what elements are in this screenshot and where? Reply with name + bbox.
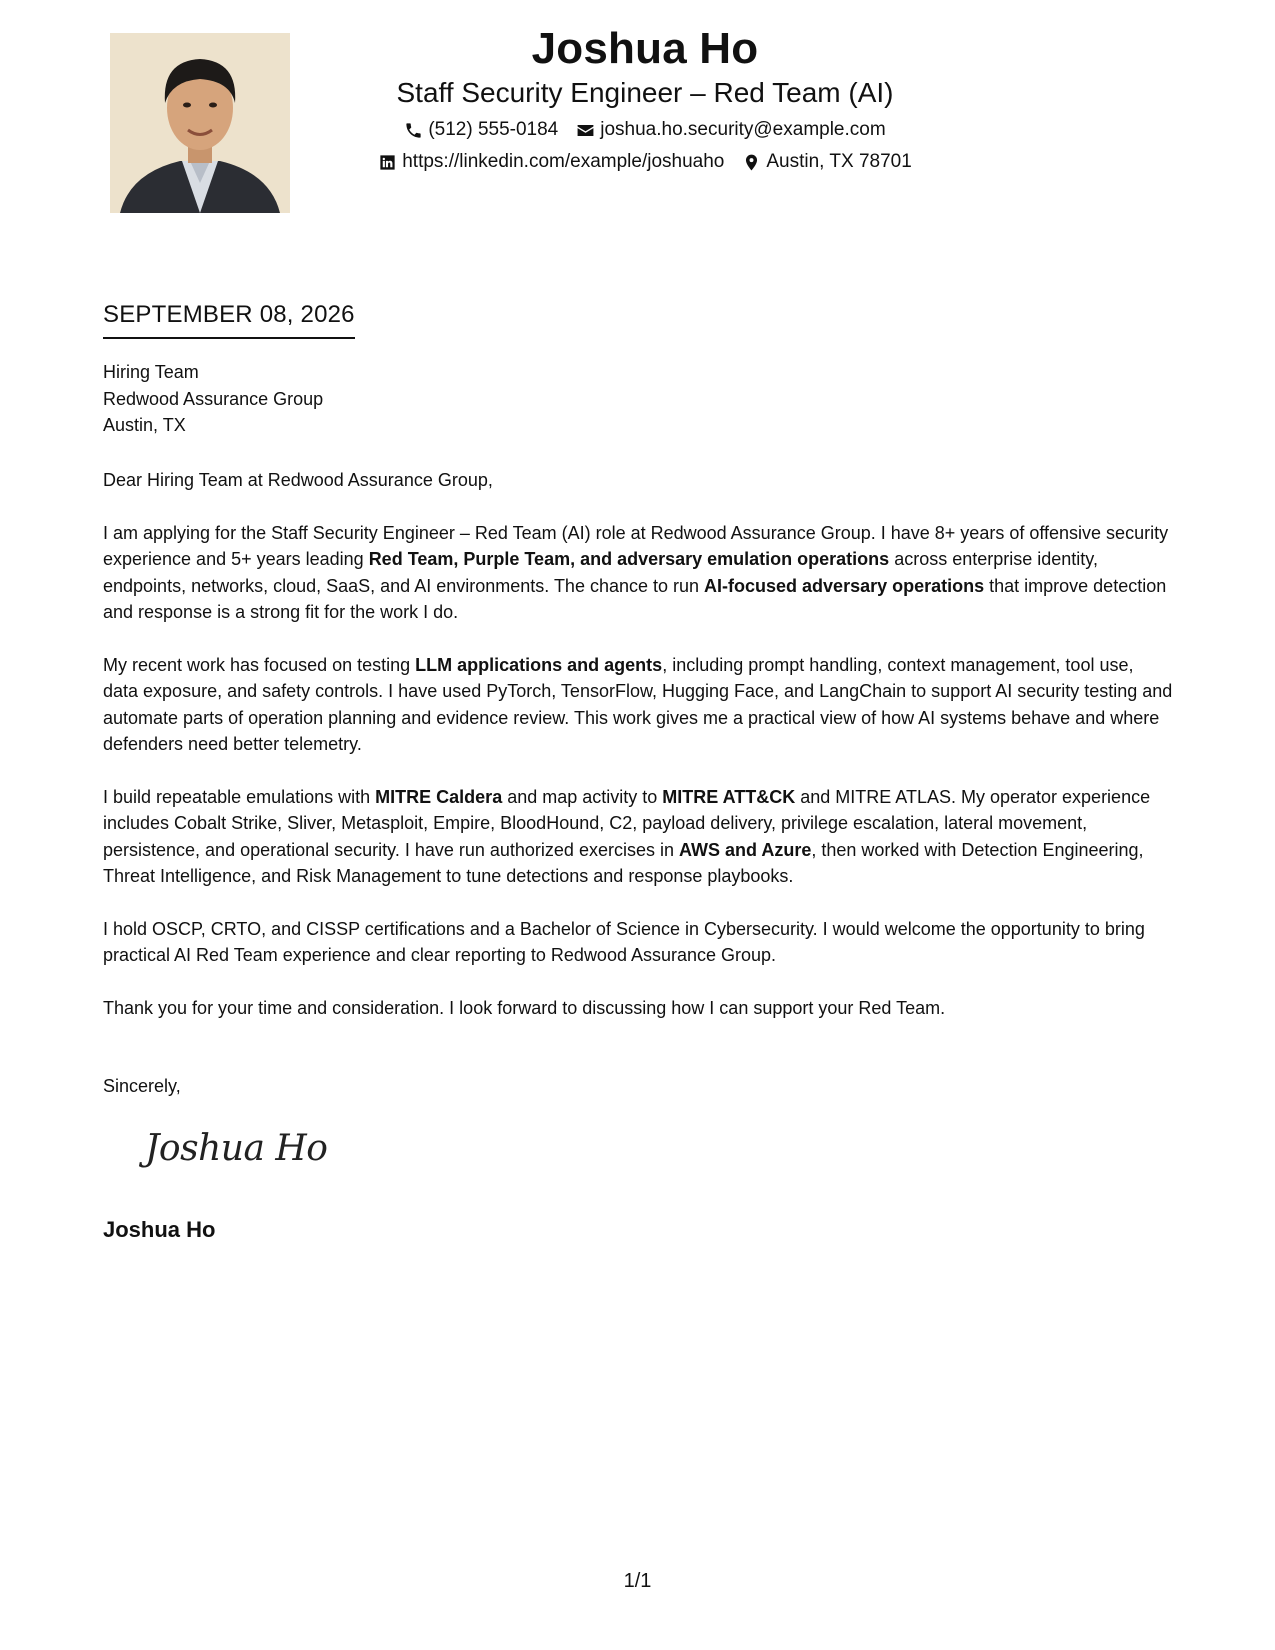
paragraph-5: Thank you for your time and consideration. I look forward to discussing how I can support your Red Team.	[103, 997, 946, 1018]
paragraph-1: I am applying for the Staff Security Engineer – Red Team (AI) role at Redwood Assurance Group. I have 8+ years of offensive security experience and 5+ years leading Red Team, Purple Team, and adversary emulation operations across enterprise identity, endpoints, networks, cloud, SaaS, and AI environments. The chance to run AI-focused adversary operations that improve detection and response is a strong fit for the work I do.	[103, 522, 1169, 622]
date-block	[103, 298, 355, 339]
phone-contact	[404, 118, 558, 142]
recipient-address	[103, 359, 323, 439]
email-contact[interactable]	[576, 118, 885, 142]
phone-icon	[404, 121, 423, 140]
closing-line: Sincerely,	[103, 1076, 181, 1096]
recipient-line-3: Austin, TX	[103, 415, 186, 435]
paragraph-3: I build repeatable emulations with MITRE Caldera and map activity to MITRE ATT&CK and MITRE ATLAS. My operator experience includes Cobalt Strike, Sliver, Metasploit, Empire, BloodHound, C2, payload delivery, privilege escalation, lateral movement, persistence, and operational security. I have run authorized exercises in AWS and Azure, then worked with Detection Engineering, Threat Intelligence, and Risk Management to tune detections and response playbooks.	[103, 786, 1151, 886]
contact-row-1	[300, 118, 990, 142]
profile-photo	[110, 33, 290, 213]
envelope-icon	[576, 121, 595, 140]
salutation: Dear Hiring Team at Redwood Assurance Group,	[103, 470, 493, 490]
letter-date: SEPTEMBER 08, 2026	[103, 298, 355, 339]
applicant-name: Joshua Ho	[531, 24, 759, 73]
page-number: 1/1	[623, 1570, 652, 1592]
paragraph-2: My recent work has focused on testing LLM applications and agents, including prompt handling, context management, tool use, data exposure, and safety controls. I have used PyTorch, TensorFlow, Hugging Face, and LangChain to support AI security testing and automate parts of operation planning and evidence review. This work gives me a practical view of how AI systems behave and where defenders need better telemetry.	[103, 654, 1173, 754]
letter-header	[300, 22, 990, 174]
recipient-line-2: Redwood Assurance Group	[103, 388, 324, 409]
location-contact	[742, 150, 911, 174]
contact-row-2	[300, 150, 990, 174]
letter-body	[103, 467, 1173, 1047]
email-address[interactable]: joshua.ho.security@example.com	[600, 119, 886, 140]
linkedin-url[interactable]: https://linkedin.com/example/joshuaho	[402, 151, 725, 172]
applicant-role: Staff Security Engineer – Red Team (AI)	[396, 77, 894, 108]
location-text: Austin, TX 78701	[766, 151, 912, 172]
paragraph-4: I hold OSCP, CRTO, and CISSP certifications and a Bachelor of Science in Cybersecurity. I would welcome the opportunity to bring practical AI Red Team experience and clear reporting to Redwood Assurance Group.	[103, 918, 1145, 965]
handwritten-signature: Joshua Ho	[145, 1128, 328, 1169]
recipient-line-1: Hiring Team	[103, 362, 199, 382]
map-pin-icon	[742, 153, 761, 172]
phone-number: (512) 555-0184	[428, 119, 559, 140]
signer-name: Joshua Ho	[103, 1217, 216, 1242]
linkedin-contact[interactable]	[378, 150, 724, 174]
linkedin-icon	[378, 153, 397, 172]
